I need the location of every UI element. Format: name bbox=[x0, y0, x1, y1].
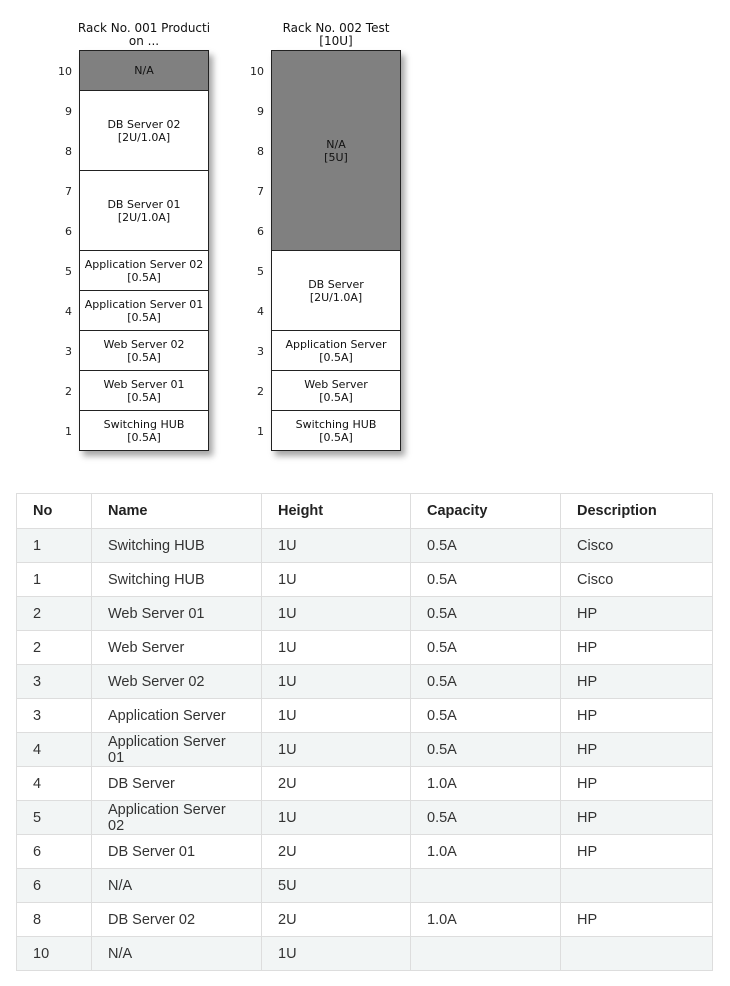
cell-description: HP bbox=[561, 699, 713, 733]
cell-description: Cisco bbox=[561, 529, 713, 563]
cell-name: N/A bbox=[92, 937, 262, 971]
rack-1-title-line2: on ... bbox=[128, 34, 160, 48]
cell-name: Web Server bbox=[92, 631, 262, 665]
cell-description: HP bbox=[561, 665, 713, 699]
unit-number: 2 bbox=[65, 385, 72, 398]
slot-name: DB Server 02 bbox=[107, 117, 181, 131]
column-header-height: Height bbox=[262, 494, 411, 529]
slot-name: Switching HUB bbox=[295, 418, 377, 431]
table-row[interactable] bbox=[17, 937, 713, 971]
unit-number: 8 bbox=[65, 145, 72, 158]
table-row[interactable] bbox=[17, 665, 713, 699]
cell-capacity: 1.0A bbox=[411, 903, 561, 937]
cell-no: 8 bbox=[17, 903, 92, 937]
unit-number: 7 bbox=[65, 185, 72, 198]
cell-description: HP bbox=[561, 903, 713, 937]
slot-detail: [2U/1.0A] bbox=[309, 290, 363, 304]
cell-height: 2U bbox=[262, 835, 411, 869]
unit-number: 10 bbox=[250, 65, 264, 78]
slot-detail: [0.5A] bbox=[127, 350, 161, 364]
rack-slot-web-server-02[interactable] bbox=[80, 331, 208, 371]
rack-slot-na[interactable] bbox=[80, 51, 208, 91]
cell-name: Application Server 02 bbox=[92, 801, 262, 835]
unit-number: 7 bbox=[257, 185, 264, 198]
table-body bbox=[17, 529, 713, 971]
slot-detail: [2U/1.0A] bbox=[117, 210, 171, 224]
cell-capacity: 0.5A bbox=[411, 597, 561, 631]
column-header-no: No bbox=[17, 494, 92, 529]
slot-name: Web Server bbox=[304, 377, 368, 391]
cell-description bbox=[561, 869, 713, 903]
slot-name: Application Server bbox=[285, 337, 387, 351]
rack-slot-db-server-02[interactable] bbox=[80, 91, 208, 171]
rack-1 bbox=[79, 50, 209, 451]
cell-height: 2U bbox=[262, 767, 411, 801]
rack-slot-na[interactable] bbox=[272, 51, 400, 251]
cell-name: Application Server 01 bbox=[92, 733, 262, 767]
table-header-row bbox=[17, 494, 713, 529]
cell-height: 1U bbox=[262, 665, 411, 699]
cell-capacity: 0.5A bbox=[411, 563, 561, 597]
cell-description: HP bbox=[561, 597, 713, 631]
unit-number: 3 bbox=[257, 345, 264, 358]
unit-number: 5 bbox=[257, 265, 264, 278]
column-header-capacity: Capacity bbox=[411, 494, 561, 529]
rack-slot-application-server[interactable] bbox=[272, 331, 400, 371]
cell-name: Switching HUB bbox=[92, 563, 262, 597]
rack-1-title bbox=[74, 22, 214, 48]
cell-height: 1U bbox=[262, 801, 411, 835]
slot-detail: [0.5A] bbox=[127, 431, 161, 444]
cell-height: 1U bbox=[262, 631, 411, 665]
table-row[interactable] bbox=[17, 631, 713, 665]
cell-no: 3 bbox=[17, 665, 92, 699]
cell-capacity: 1.0A bbox=[411, 835, 561, 869]
cell-capacity: 0.5A bbox=[411, 699, 561, 733]
slot-name: Web Server 02 bbox=[103, 337, 185, 351]
table-row[interactable] bbox=[17, 767, 713, 801]
cell-no: 6 bbox=[17, 835, 92, 869]
slot-detail: [0.5A] bbox=[319, 350, 353, 364]
table-row[interactable] bbox=[17, 733, 713, 767]
unit-number: 2 bbox=[257, 385, 264, 398]
table-row[interactable] bbox=[17, 563, 713, 597]
table-row[interactable] bbox=[17, 903, 713, 937]
unit-number: 1 bbox=[65, 425, 72, 438]
table-row[interactable] bbox=[17, 869, 713, 903]
cell-capacity: 0.5A bbox=[411, 733, 561, 767]
rack-slot-db-server[interactable] bbox=[272, 251, 400, 331]
unit-number: 6 bbox=[257, 225, 264, 238]
cell-height: 1U bbox=[262, 733, 411, 767]
table-row[interactable] bbox=[17, 529, 713, 563]
slot-detail: [0.5A] bbox=[319, 390, 353, 404]
slot-name: DB Server bbox=[308, 277, 364, 291]
slot-name: DB Server 01 bbox=[107, 197, 181, 211]
slot-name: N/A bbox=[326, 137, 346, 151]
cell-description: HP bbox=[561, 767, 713, 801]
unit-number: 3 bbox=[65, 345, 72, 358]
slot-detail: [2U/1.0A] bbox=[117, 130, 171, 144]
table-row[interactable] bbox=[17, 801, 713, 835]
rack-slot-application-server-02[interactable] bbox=[80, 251, 208, 291]
cell-name: Switching HUB bbox=[92, 529, 262, 563]
cell-name: DB Server 02 bbox=[92, 903, 262, 937]
cell-capacity: 0.5A bbox=[411, 631, 561, 665]
cell-no: 2 bbox=[17, 631, 92, 665]
cell-name: Web Server 01 bbox=[92, 597, 262, 631]
unit-number: 10 bbox=[58, 65, 72, 78]
unit-number: 8 bbox=[257, 145, 264, 158]
unit-number: 4 bbox=[65, 305, 72, 318]
cell-capacity: 1.0A bbox=[411, 767, 561, 801]
slot-name: Application Server 02 bbox=[84, 257, 204, 271]
unit-number: 4 bbox=[257, 305, 264, 318]
rack-2-title bbox=[266, 22, 406, 48]
slot-name: Switching HUB bbox=[103, 418, 185, 431]
cell-name: Application Server bbox=[92, 699, 262, 733]
cell-no: 10 bbox=[17, 937, 92, 971]
cell-name: N/A bbox=[92, 869, 262, 903]
slot-detail: [0.5A] bbox=[319, 431, 353, 444]
cell-capacity: 0.5A bbox=[411, 665, 561, 699]
cell-capacity bbox=[411, 869, 561, 903]
cell-no: 6 bbox=[17, 869, 92, 903]
cell-height: 2U bbox=[262, 903, 411, 937]
table-row[interactable] bbox=[17, 835, 713, 869]
slot-detail: [0.5A] bbox=[127, 310, 161, 324]
cell-no: 4 bbox=[17, 767, 92, 801]
cell-height: 1U bbox=[262, 529, 411, 563]
unit-number: 1 bbox=[257, 425, 264, 438]
table-row[interactable] bbox=[17, 597, 713, 631]
unit-number: 9 bbox=[65, 105, 72, 118]
rack-slot-web-server-01[interactable] bbox=[80, 371, 208, 411]
cell-capacity: 0.5A bbox=[411, 529, 561, 563]
slot-detail: [0.5A] bbox=[127, 390, 161, 404]
rack-2 bbox=[271, 50, 401, 451]
unit-number: 5 bbox=[65, 265, 72, 278]
cell-no: 2 bbox=[17, 597, 92, 631]
cell-name: DB Server bbox=[92, 767, 262, 801]
equipment-table bbox=[16, 493, 713, 971]
rack-1-title-line1: Rack No. 001 Producti bbox=[77, 21, 211, 35]
slot-detail: [0.5A] bbox=[127, 270, 161, 284]
cell-description: HP bbox=[561, 835, 713, 869]
cell-description: HP bbox=[561, 631, 713, 665]
cell-no: 5 bbox=[17, 801, 92, 835]
cell-no: 3 bbox=[17, 699, 92, 733]
cell-no: 1 bbox=[17, 529, 92, 563]
rack-2-title-line2: [10U] bbox=[319, 34, 353, 48]
cell-no: 4 bbox=[17, 733, 92, 767]
unit-number: 9 bbox=[257, 105, 264, 118]
cell-capacity bbox=[411, 937, 561, 971]
rack-slot-application-server-01[interactable] bbox=[80, 291, 208, 331]
cell-description: HP bbox=[561, 733, 713, 767]
rack-slot-switching-hub[interactable] bbox=[80, 411, 208, 451]
cell-height: 1U bbox=[262, 597, 411, 631]
column-header-name: Name bbox=[92, 494, 262, 529]
cell-height: 5U bbox=[262, 869, 411, 903]
slot-detail: [5U] bbox=[324, 150, 348, 164]
cell-height: 1U bbox=[262, 937, 411, 971]
rack-slot-switching-hub[interactable] bbox=[272, 411, 400, 451]
cell-name: DB Server 01 bbox=[92, 835, 262, 869]
rack-2-title-line1: Rack No. 002 Test bbox=[282, 21, 390, 35]
cell-name: Web Server 02 bbox=[92, 665, 262, 699]
rack-slot-db-server-01[interactable] bbox=[80, 171, 208, 251]
cell-height: 1U bbox=[262, 563, 411, 597]
unit-number: 6 bbox=[65, 225, 72, 238]
cell-description bbox=[561, 937, 713, 971]
cell-capacity: 0.5A bbox=[411, 801, 561, 835]
column-header-description: Description bbox=[561, 494, 713, 529]
cell-no: 1 bbox=[17, 563, 92, 597]
cell-height: 1U bbox=[262, 699, 411, 733]
cell-description: Cisco bbox=[561, 563, 713, 597]
slot-name: N/A bbox=[134, 64, 154, 77]
cell-description: HP bbox=[561, 801, 713, 835]
rack-slot-web-server[interactable] bbox=[272, 371, 400, 411]
slot-name: Application Server 01 bbox=[84, 297, 204, 311]
table-row[interactable] bbox=[17, 699, 713, 733]
slot-name: Web Server 01 bbox=[103, 377, 185, 391]
